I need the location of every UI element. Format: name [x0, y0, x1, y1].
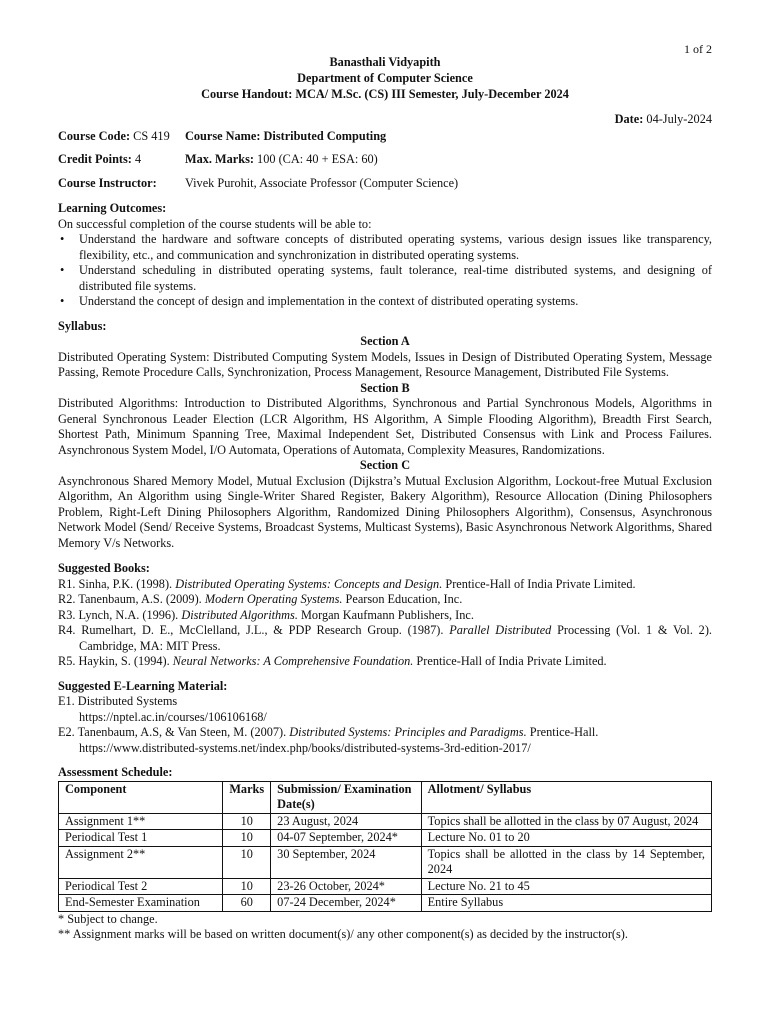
elearning-publisher: Prentice-Hall. [526, 725, 599, 739]
note-assignment-marks: ** Assignment marks will be based on written document(s)/ any other component(s) as decided by the instructor(s). [58, 927, 628, 941]
table-cell: 04-07 September, 2024* [271, 830, 421, 847]
column-header: Marks [223, 781, 271, 813]
book-publisher: Prentice-Hall of India Private Limited. [413, 654, 607, 668]
learning-outcomes-heading: Learning Outcomes: [58, 201, 167, 215]
table-row [59, 813, 712, 830]
elearning-item [58, 725, 712, 741]
section-a-title: Section A [360, 334, 410, 348]
elearning-url[interactable]: https://nptel.ac.in/courses/106106168/ [79, 709, 267, 724]
book-publisher: Processing (Vol. 1 & Vol. 2). Cambridge, MA: MIT Press. [79, 623, 712, 653]
date-line [58, 112, 712, 128]
column-header: Submission/ Examination Date(s) [271, 781, 421, 813]
handout-title: Course Handout: MCA/ M.Sc. (CS) III Semester, July-December 2024 [201, 87, 569, 101]
table-cell: Lecture No. 21 to 45 [421, 878, 711, 895]
table-row [59, 878, 712, 895]
credit-label: Credit Points: [58, 152, 132, 166]
section-b-text: Distributed Algorithms: Introduction to Distributed Algorithms, Synchronous and Partial Synchronous Models, Algorithms in General Synchronous Leader Election (LCR Algorithm, HS Algorithm, A Simple Flooding Algorithm), Breadth First Search, Shortest Path, Minimum Spanning Tree, Maximal Independent Set, Distributed Consensus with Link and Process Failures. Asynchronous System Model, I/O Automata, Operations of Automata, Complexity Measures, Randomizations. [58, 396, 712, 457]
table-cell: 23 August, 2024 [271, 813, 421, 830]
course-code-label: Course Code: [58, 128, 131, 143]
elearning-id: E1. [58, 694, 75, 708]
book-authors: Lynch, N.A. (1996). [75, 607, 182, 622]
table-cell: Assignment 2** [59, 846, 223, 878]
book-item [58, 577, 712, 593]
document-page [58, 40, 712, 943]
table-cell: Lecture No. 01 to 20 [421, 830, 711, 847]
book-id: R5. [58, 654, 76, 668]
university-name: Banasthali Vidyapith [329, 55, 441, 69]
book-authors: Tanenbaum, A.S. (2009). [75, 592, 205, 606]
book-title: Modern Operating Systems. [204, 592, 343, 606]
document-header [58, 54, 712, 102]
elearning-authors: Tanenbaum, A.S, & Van Steen, M. (2007). [74, 725, 290, 739]
course-code-row [58, 129, 712, 145]
book-publisher: Pearson Education, Inc. [342, 592, 463, 606]
book-id: R3. [58, 607, 76, 622]
table-cell: 30 September, 2024 [271, 846, 421, 878]
assessment-heading: Assessment Schedule: [58, 765, 173, 779]
syllabus-heading: Syllabus: [58, 318, 107, 333]
table-cell: 10 [223, 878, 271, 895]
elearning-list [58, 694, 712, 756]
elearning-title: Distributed Systems [74, 694, 178, 708]
table-cell: 10 [223, 813, 271, 830]
table-cell: Topics shall be allotted in the class by 14 September, 2024 [421, 846, 711, 878]
book-item [58, 608, 712, 624]
table-row [59, 846, 712, 878]
table-cell: 23-26 October, 2024* [271, 878, 421, 895]
table-cell: 60 [223, 895, 271, 912]
book-authors: Sinha, P.K. (1998). [75, 576, 176, 591]
learning-outcomes-list [58, 232, 712, 310]
assessment-notes [58, 912, 712, 943]
book-item [58, 623, 712, 654]
table-cell: 10 [223, 846, 271, 878]
learning-outcomes-intro: On successful completion of the course students will be able to: [58, 216, 372, 231]
date-value: 04-July-2024 [643, 112, 712, 126]
elearning-heading: Suggested E-Learning Material: [58, 678, 228, 693]
table-cell: Entire Syllabus [421, 895, 711, 912]
table-cell: Periodical Test 2 [59, 878, 223, 895]
list-item: • Understand scheduling in distributed operating systems, fault tolerance, real-time distributed systems, and designing of distributed file systems. [58, 263, 712, 294]
section-c-title: Section C [359, 458, 411, 472]
elearning-book-title: Distributed Systems: Principles and Paradigms. [289, 725, 527, 739]
course-code-value: CS 419 [130, 128, 170, 143]
book-authors: Rumelhart, D. E., McClelland, J.L., & PDP Research Group. (1987). [75, 623, 450, 637]
book-id: R1. [58, 576, 76, 591]
column-header: Allotment/ Syllabus [421, 781, 711, 813]
table-cell: 10 [223, 830, 271, 847]
table-header-row [59, 781, 712, 813]
course-name-label: Course Name: [185, 128, 261, 143]
book-publisher: Morgan Kaufmann Publishers, Inc. [297, 607, 474, 622]
table-cell: End-Semester Examination [59, 895, 223, 912]
book-title: Parallel Distributed [449, 623, 552, 637]
book-title: Distributed Algorithms. [181, 607, 298, 622]
table-cell: Topics shall be allotted in the class by 07 August, 2024 [421, 813, 711, 830]
credit-row [58, 152, 712, 168]
page-number: 1 of 2 [684, 42, 712, 56]
section-c-text: Asynchronous Shared Memory Model, Mutual Exclusion (Dijkstra’s Mutual Exclusion Algorithm, Lockout-free Mutual Exclusion Algorithm, An Algorithm using Single-Writer Shared Register, Bakery Algorithm), Resource Allocation (Dining Philosophers Problem, Right-Left Dining Philosophers Algorithm, Randomized Dining Philosophers Algorithm), Consensus, Asynchronous Network Model (Send/ Receive Systems, Broadcast Systems, Multicast Systems), Basic Asynchronous Network Algorithms, Shared Memory V/s Networks. [58, 473, 712, 550]
elearning-item [58, 694, 712, 710]
instructor-value: Vivek Purohit, Associate Professor (Computer Science) [185, 175, 459, 190]
books-heading: Suggested Books: [58, 561, 150, 575]
instructor-row [58, 176, 712, 192]
book-publisher: Prentice-Hall of India Private Limited. [442, 576, 636, 591]
table-cell: 07-24 December, 2024* [271, 895, 421, 912]
list-item: • Understand the concept of design and implementation in the context of distributed operating systems. [58, 294, 712, 310]
marks-value: 100 (CA: 40 + ESA: 60) [253, 152, 378, 166]
book-id: R2. [58, 592, 76, 606]
book-authors: Haykin, S. (1994). [75, 654, 173, 668]
instructor-label: Course Instructor: [58, 175, 157, 190]
section-a-text: Distributed Operating System: Distributed Computing System Models, Issues in Design of Distributed Operating System, Message Passing, Remote Procedure Calls, Synchronization, Process Management, Resource Management, Distributed File Systems. [58, 349, 712, 379]
book-item [58, 654, 712, 670]
credit-value: 4 [131, 152, 142, 166]
elearning-id: E2. [58, 725, 75, 739]
note-subject-to-change: * Subject to change. [58, 911, 158, 926]
course-name-value: Distributed Computing [260, 128, 387, 143]
assessment-table [58, 781, 712, 912]
book-title: Distributed Operating Systems: Concepts and Design. [175, 576, 443, 591]
marks-label: Max. Marks: [185, 152, 254, 166]
book-title: Neural Networks: A Comprehensive Foundation. [172, 654, 414, 668]
table-row [59, 830, 712, 847]
section-b-title: Section B [360, 380, 410, 395]
table-cell: Assignment 1** [59, 813, 223, 830]
book-item [58, 592, 712, 608]
books-list [58, 577, 712, 670]
table-row [59, 895, 712, 912]
table-cell: Periodical Test 1 [59, 830, 223, 847]
elearning-url[interactable]: https://www.distributed-systems.net/index.php/books/distributed-systems-3rd-edition-2017/ [79, 740, 531, 755]
book-id: R4. [58, 623, 76, 637]
column-header: Component [59, 781, 223, 813]
department-name: Department of Computer Science [297, 71, 473, 85]
list-item: • Understand the hardware and software concepts of distributed operating systems, various design issues like transparency, flexibility, etc., and communication and synchronization in distributed operating systems. [58, 232, 712, 263]
date-label: Date: [614, 112, 644, 126]
